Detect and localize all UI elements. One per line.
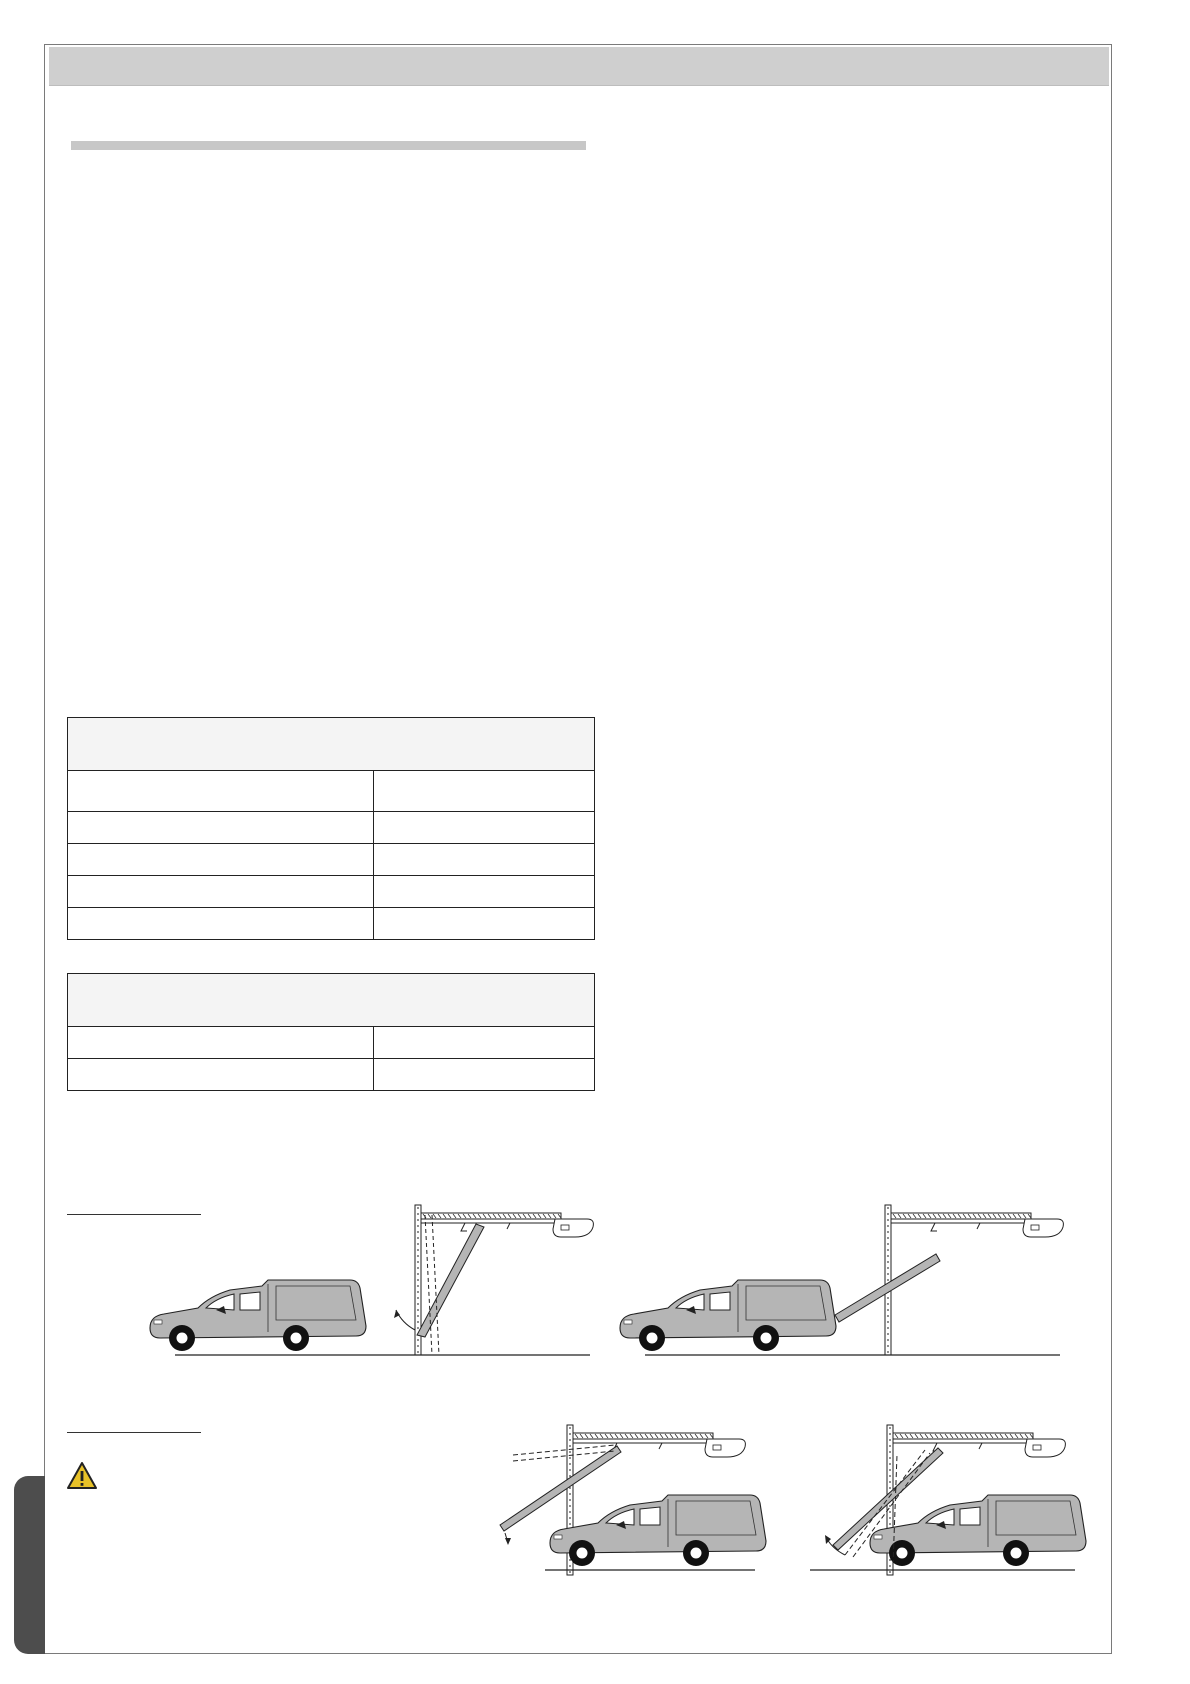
- opener-rail: [573, 1433, 713, 1439]
- table-header: [68, 974, 595, 1027]
- van-side-window: [960, 1507, 980, 1525]
- opener-bracket: [461, 1223, 467, 1231]
- side-tab: [14, 1476, 45, 1654]
- spec-table-1: [67, 717, 595, 940]
- motion-arrow: [505, 1533, 511, 1545]
- opener-motor-head: [1023, 1219, 1063, 1237]
- van-illustration: [620, 1280, 836, 1351]
- motion-arrow: [394, 1310, 415, 1330]
- opener-rail: [891, 1213, 1031, 1219]
- van-side-window: [640, 1507, 660, 1525]
- table-row: [68, 844, 595, 876]
- table-row: [68, 908, 595, 940]
- van-side-window: [240, 1292, 260, 1310]
- illustration-door-closing-onto-van: [505, 1415, 765, 1575]
- table-row: [68, 771, 595, 812]
- illustration-door-opening: [150, 1195, 600, 1360]
- opener-rail: [893, 1433, 1033, 1439]
- table-header: [68, 718, 595, 771]
- garage-wall-and-opener: [885, 1205, 1063, 1355]
- header-bar: [49, 47, 1109, 86]
- opener-motor-head: [705, 1439, 745, 1457]
- garage-wall-and-opener: [415, 1205, 593, 1355]
- illustration-door-stopped-on-van: [620, 1195, 1070, 1360]
- van-side-window: [710, 1292, 730, 1310]
- section-title-rule: [71, 141, 586, 150]
- table-row: [68, 876, 595, 908]
- illustration-door-reversing-above-van: [805, 1415, 1085, 1575]
- opener-motor-head: [553, 1219, 593, 1237]
- van-illustration: [550, 1495, 766, 1566]
- table-row: [68, 1027, 595, 1059]
- opener-motor-head: [1025, 1439, 1065, 1457]
- figure-caption-rule-2: [67, 1432, 201, 1433]
- garage-door-panel: [417, 1215, 484, 1355]
- spec-table-2: [67, 973, 595, 1091]
- table-row: [68, 812, 595, 844]
- table-row: [68, 1059, 595, 1091]
- warning-triangle-icon: [66, 1461, 98, 1490]
- opener-rail: [421, 1213, 561, 1219]
- opener-bracket: [931, 1223, 937, 1231]
- van-illustration: [150, 1280, 366, 1351]
- van-illustration: [870, 1495, 1086, 1566]
